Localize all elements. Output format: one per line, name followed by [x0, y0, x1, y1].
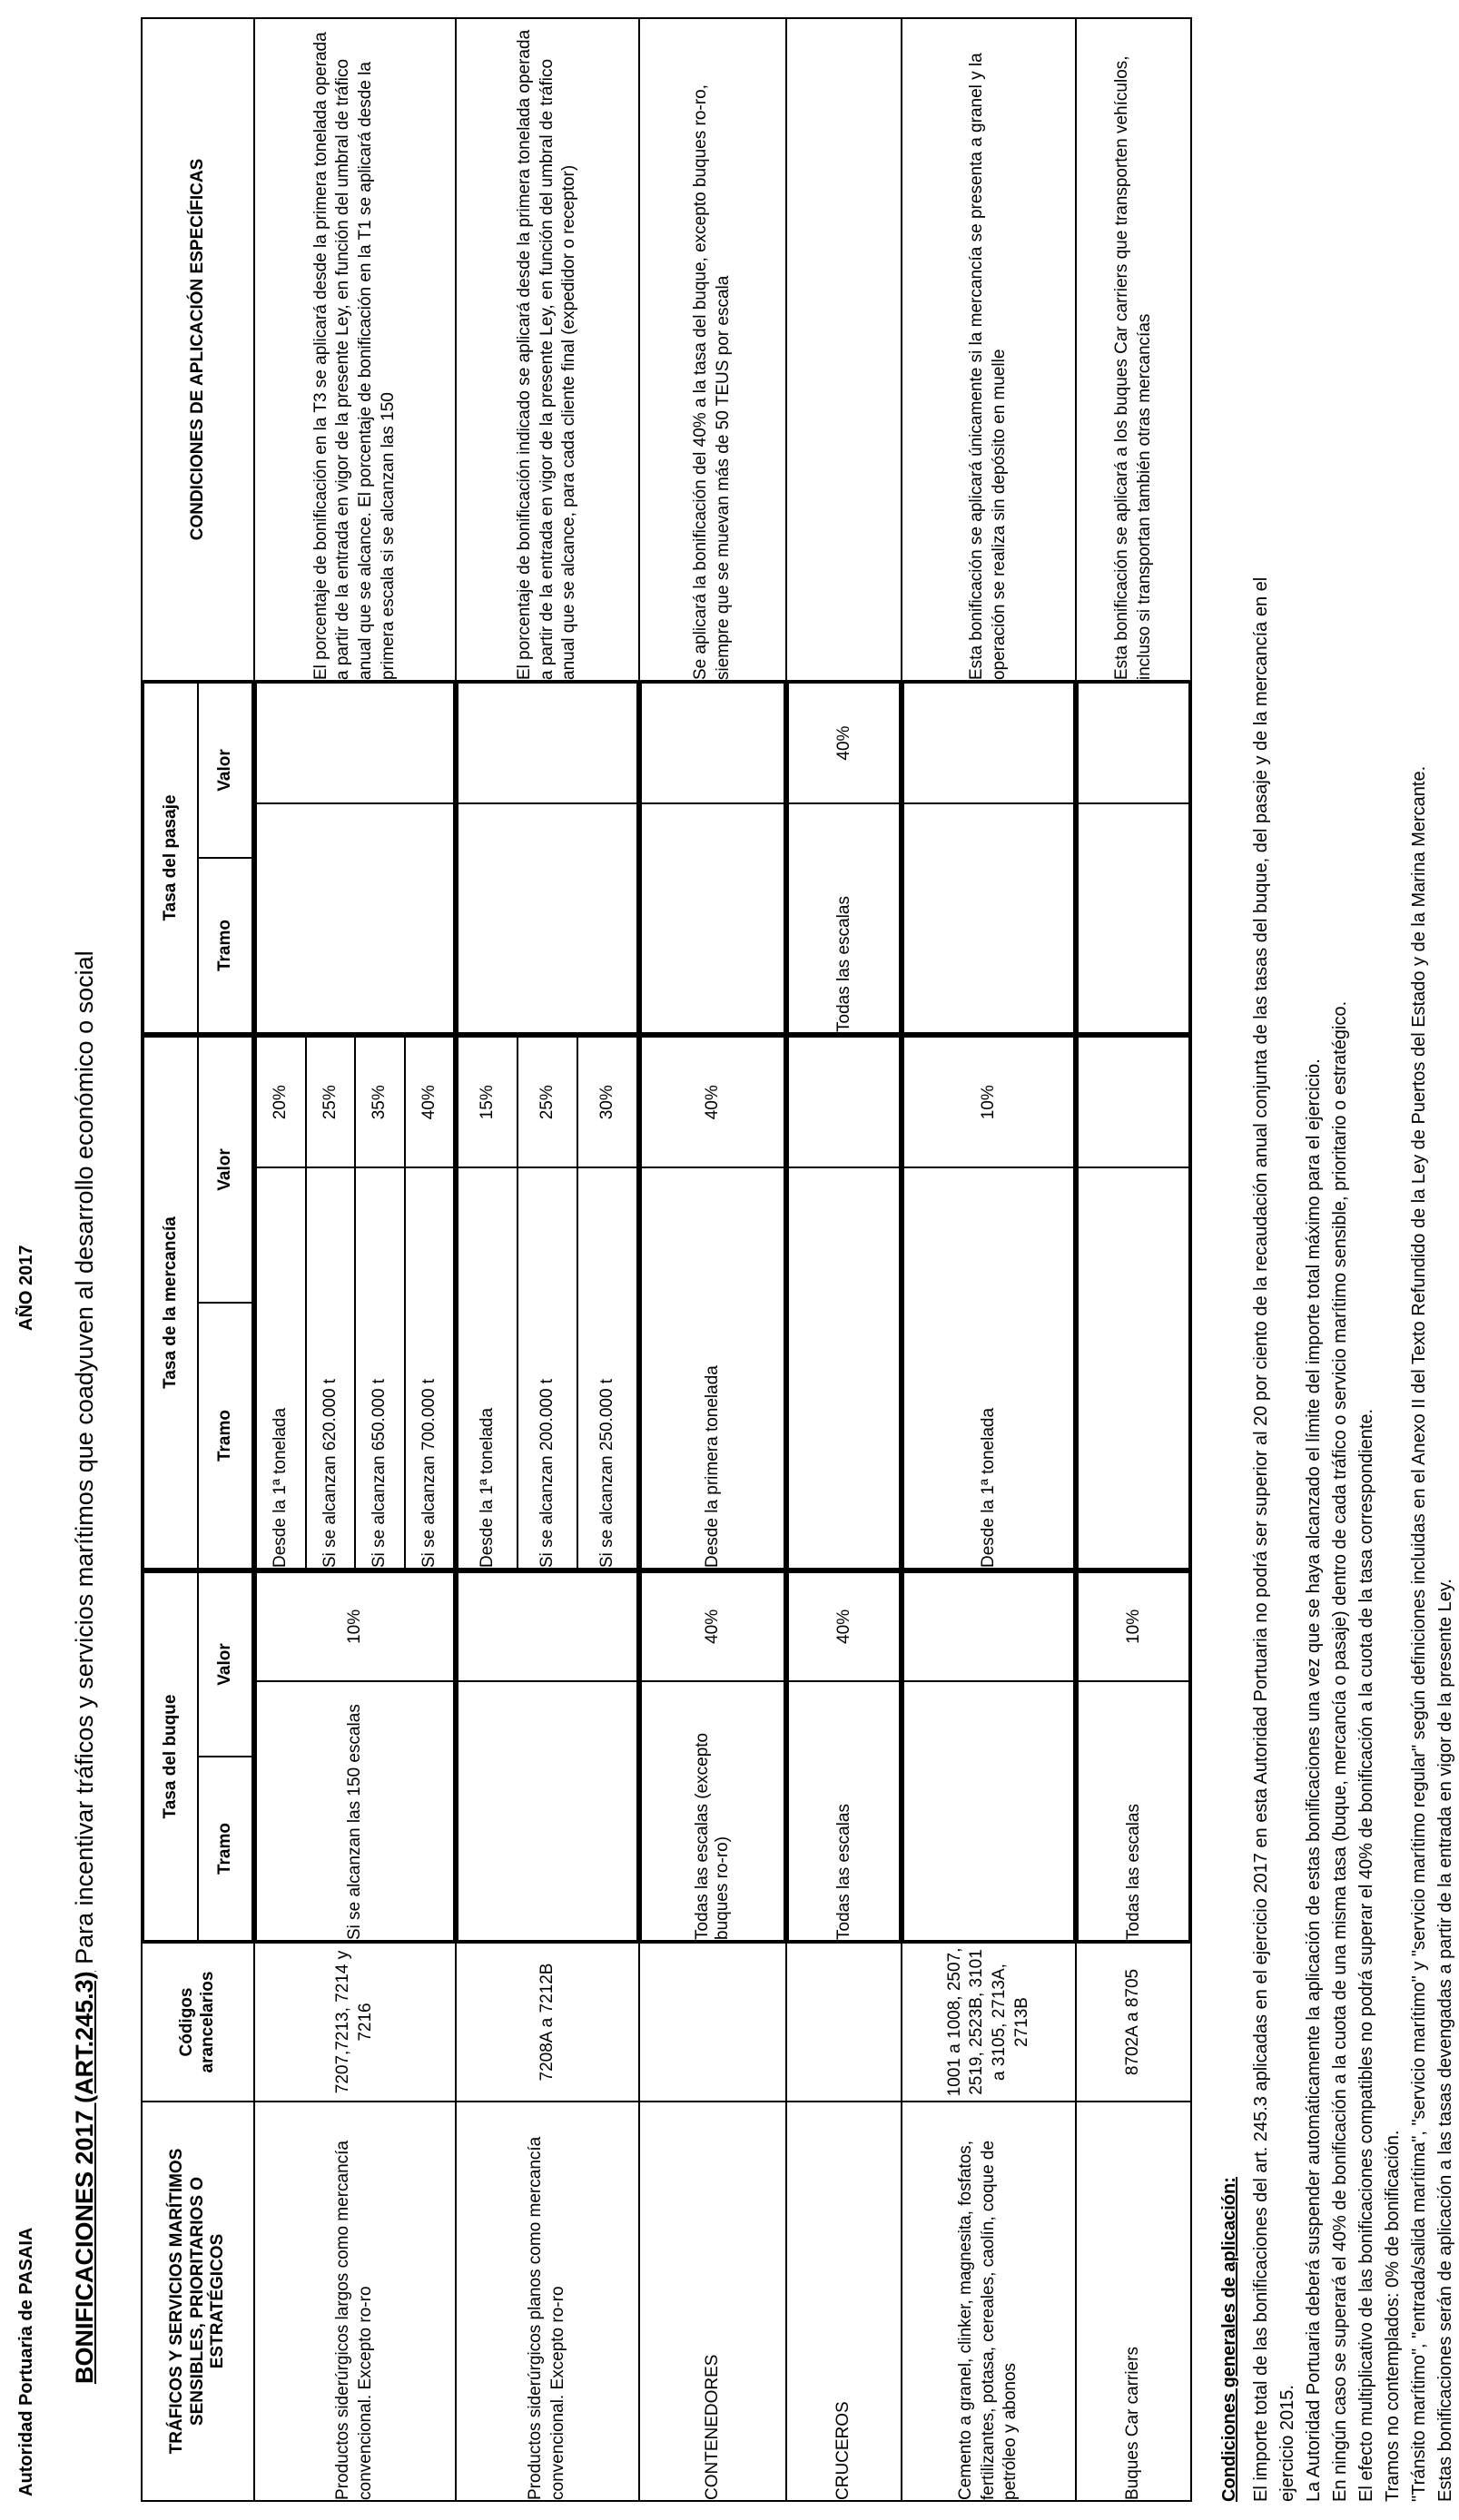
- pasaje-valor: [1078, 683, 1189, 803]
- mercancia-tramo-row: [577, 1037, 637, 1569]
- pasaje-cell: [639, 681, 786, 1035]
- buque-valor: 10%: [1078, 1572, 1189, 1681]
- codigos-cell: [639, 1943, 786, 2102]
- buque-cell: [639, 1570, 786, 1943]
- table-row: [786, 18, 902, 2501]
- mercancia-tramo-row: [518, 1037, 577, 1569]
- header-pasaje: [142, 681, 254, 1035]
- mercancia-tramo-row: [641, 1037, 784, 1569]
- pasaje-cell: [786, 681, 902, 1035]
- pasaje-valor: [458, 683, 637, 803]
- codigos-cell: 1001 a 1008, 2507, 2519, 2523B, 3101 a 3105, 2713A, 2713B: [902, 1943, 1076, 2102]
- mercancia-tramo: Si se alcanzan 650.000 t: [355, 1168, 405, 1570]
- mercancia-valor: 15%: [458, 1037, 518, 1168]
- header-buque-title: Tasa del buque: [143, 1572, 198, 1941]
- codigos-cell: 7208A a 7212B: [456, 1943, 639, 2102]
- header-buque: [142, 1570, 254, 1943]
- condiciones-cell: [786, 18, 902, 681]
- pasaje-cell: [902, 681, 1076, 1035]
- trafico-cell: Productos siderúrgicos planos como mercancía convencional. Excepto ro-ro: [456, 2102, 639, 2501]
- trafico-cell: CONTENEDORES: [639, 2102, 786, 2501]
- pasaje-cell: [456, 681, 639, 1035]
- header-mercancia-valor: Valor: [198, 1037, 252, 1303]
- condiciones-cell: Esta bonificación se aplicará a los buques Car carriers que transporten vehículos, incluso si transportan también otras mercancías: [1076, 18, 1191, 681]
- header-condiciones: CONDICIONES DE APLICACIÓN ESPECÍFICAS: [142, 18, 254, 681]
- condiciones-cell: El porcentaje de bonificación indicado se aplicará desde la primera tonelada operada a partir de la entrada en vigor de la presente Ley, en función del umbral de tráfico anual que se alcance, para cada cliente final (expedidor o receptor): [456, 18, 639, 681]
- codigos-cell: 7207,7213, 7214 y 7216: [254, 1943, 456, 2102]
- mercancia-valor: 40%: [405, 1037, 455, 1168]
- pasaje-valor: [641, 683, 784, 803]
- table-row: [639, 18, 786, 2501]
- table-header-row: [142, 18, 254, 2501]
- pasaje-tramo: [1078, 803, 1189, 1033]
- mercancia-cell: [902, 1035, 1076, 1570]
- bonificaciones-table: [141, 17, 1192, 2502]
- buque-cell: [902, 1570, 1076, 1943]
- codigos-cell: 8702A a 8705: [1076, 1943, 1191, 2102]
- header-buque-tramo: Tramo: [198, 1757, 252, 1941]
- header-pasaje-valor: Valor: [198, 683, 252, 858]
- mercancia-cell: [456, 1035, 639, 1570]
- mercancia-tramo: Desde la 1ª tonelada: [458, 1168, 518, 1570]
- header-mercancia: [142, 1035, 254, 1570]
- table-row: [254, 18, 456, 2501]
- condiciones-generales: [1217, 19, 1459, 2502]
- condiciones-cell: Esta bonificación se aplicará únicamente si la mercancía se presenta a granel y la operación se realiza sin depósito en muelle: [902, 18, 1076, 681]
- pasaje-tramo: [903, 803, 1074, 1033]
- condiciones-lines: [1248, 19, 1459, 2502]
- buque-cell: [254, 1570, 456, 1943]
- trafico-cell: Cemento a granel, clinker, magnesita, fosfatos, fertilizantes, potasa, cereales, caolín, coque de petróleo y abonos: [902, 2102, 1076, 2501]
- mercancia-tramo: Si se alcanzan 200.000 t: [518, 1168, 577, 1570]
- mercancia-valor: 25%: [306, 1037, 356, 1168]
- codigos-cell: [786, 1943, 902, 2102]
- header-traficos: TRÁFICOS Y SERVICIOS MARÍTIMOS SENSIBLES, PRIORITARIOS O ESTRATÉGICOS: [142, 2102, 254, 2501]
- mercancia-valor: 20%: [256, 1037, 306, 1168]
- buque-cell: [1076, 1570, 1191, 1943]
- buque-valor: [458, 1572, 637, 1681]
- condicion-line: La Autoridad Portuaria deberá suspender automáticamente la aplicación de estas bonificaciones una vez que se haya alcanzado el límite del importe total máximo para el ejercicio.: [1304, 1058, 1324, 2502]
- table-row: [1076, 18, 1191, 2501]
- buque-tramo: [458, 1681, 637, 1941]
- pasaje-cell: [254, 681, 456, 1035]
- mercancia-tramo: Si se alcanzan 700.000 t: [405, 1168, 455, 1570]
- mercancia-valor: 35%: [355, 1037, 405, 1168]
- mercancia-cell: [1076, 1035, 1191, 1570]
- header-codigos: Códigos arancelarios: [142, 1943, 254, 2102]
- condiciones-cell: El porcentaje de bonificación en la T3 se aplicará desde la primera tonelada operada a partir de la entrada en vigor de la presente Ley, en función del umbral de tráfico anual que se alcance. El porcentaje de bonificación en la T1 se aplicará desde la primera escala si se alcanzan las 150: [254, 18, 456, 681]
- mercancia-valor: 10%: [903, 1037, 1074, 1168]
- buque-cell: [456, 1570, 639, 1943]
- mercancia-tramo-row: [355, 1037, 405, 1569]
- pasaje-cell: [1076, 681, 1191, 1035]
- authority-name: Autoridad Portuaria de PASAIA: [16, 2227, 36, 2496]
- mercancia-valor: 30%: [577, 1037, 637, 1168]
- buque-tramo: Todas las escalas: [1078, 1681, 1189, 1941]
- condicion-line: "Tránsito marítimo", "entrada/salida marítima", "servicio marítimo" y "servicio marítimo regular" según definiciones incluidas en el Anexo II del Texto Refundido de la Ley de Puertos del Estado y de la Marina Mercante.: [1409, 765, 1429, 2502]
- buque-tramo: Todas las escalas (excepto buques ro-ro): [641, 1681, 784, 1941]
- mercancia-tramo-row: [306, 1037, 356, 1569]
- condiciones-title: Condiciones generales de aplicación:: [1219, 2177, 1239, 2502]
- buque-tramo: [903, 1681, 1074, 1941]
- pasaje-valor: [256, 683, 454, 803]
- buque-valor: 10%: [256, 1572, 454, 1681]
- mercancia-tramo: Si se alcanzan 250.000 t: [577, 1168, 637, 1570]
- mercancia-cell: [786, 1035, 902, 1570]
- year-label: AÑO 2017: [16, 1245, 36, 1331]
- buque-tramo: Todas las escalas: [788, 1681, 900, 1941]
- header-mercancia-tramo: Tramo: [198, 1303, 252, 1569]
- buque-valor: [903, 1572, 1074, 1681]
- table-row: [902, 18, 1076, 2501]
- pasaje-valor: [903, 683, 1074, 803]
- mercancia-tramo: Desde la primera tonelada: [641, 1168, 784, 1570]
- condicion-line: Tramos no contemplados: 0% de bonificación.: [1383, 2130, 1403, 2502]
- trafico-cell: Buques Car carriers: [1076, 2102, 1191, 2501]
- mercancia-tramo-row: [405, 1037, 455, 1569]
- mercancia-cell: [254, 1035, 456, 1570]
- header-buque-valor: Valor: [198, 1572, 252, 1757]
- mercancia-tramo: Desde la 1ª tonelada: [256, 1168, 306, 1570]
- condicion-line: El importe total de las bonificaciones del art. 245.3 aplicadas en el ejercicio 2017 en esta Autoridad Portuaria no podrá ser superior al 20 por ciento de la recaudación anual conjunta de las tasas del buque, del pasaje y de la mercancía en el: [1251, 576, 1271, 2502]
- buque-valor: 40%: [788, 1572, 900, 1681]
- mercancia-valor: 25%: [518, 1037, 577, 1168]
- pasaje-valor: 40%: [788, 683, 900, 803]
- table-row: [456, 18, 639, 2501]
- pasaje-tramo: [641, 803, 784, 1033]
- mercancia-tramo-row: [903, 1037, 1074, 1569]
- mercancia-tramo: Si se alcanzan 620.000 t: [306, 1168, 356, 1570]
- mercancia-tramo-row: [458, 1037, 518, 1569]
- pasaje-tramo: [256, 803, 454, 1033]
- pasaje-tramo: [458, 803, 637, 1033]
- condicion-line: El efecto multiplicativo de las bonificaciones compatibles no podrá superar el 40% de bonificación a la cuota de la tasa correspondiente.: [1356, 1408, 1376, 2502]
- mercancia-tramo-row: [256, 1037, 306, 1569]
- trafico-cell: CRUCEROS: [786, 2102, 902, 2501]
- page-title: [71, 950, 99, 2384]
- mercancia-tramo: Desde la 1ª tonelada: [903, 1168, 1074, 1570]
- mercancia-valor: 40%: [641, 1037, 784, 1168]
- buque-tramo: Si se alcanzan las 150 escalas: [256, 1681, 454, 1941]
- buque-cell: [786, 1570, 902, 1943]
- condicion-line: En ningún caso se superará el 40% de bonificación a la cuota de una misma tasa (buque, mercancía o pasaje) dentro de cada tráfico o servicio marítimo sensible, prioritario o estratégico.: [1330, 1000, 1350, 2502]
- condicion-line: ejercicio 2015.: [1277, 2385, 1297, 2502]
- trafico-cell: Productos siderúrgicos largos como mercancía convencional. Excepto ro-ro: [254, 2102, 456, 2501]
- header-pasaje-title: Tasa del pasaje: [143, 683, 198, 1033]
- header-pasaje-tramo: Tramo: [198, 858, 252, 1033]
- title-rest: Para incentivar tráficos y servicios marítimos que coadyuven al desarrollo económico o social: [71, 950, 98, 1972]
- header-mercancia-title: Tasa de la mercancía: [143, 1037, 198, 1569]
- title-bold: BONIFICACIONES 2017 (ART.245.3): [71, 1971, 98, 2384]
- pasaje-tramo: Todas las escalas: [788, 803, 900, 1033]
- condicion-line: Estas bonificaciones serán de aplicación a las tasas devengadas a partir de la entrada en vigor de la presente Ley.: [1435, 1579, 1455, 2502]
- buque-valor: 40%: [641, 1572, 784, 1681]
- mercancia-cell: [639, 1035, 786, 1570]
- condiciones-cell: Se aplicará la bonificación del 40% a la tasa del buque, excepto buques ro-ro, siempre que se muevan más de 50 TEUS por escala: [639, 18, 786, 681]
